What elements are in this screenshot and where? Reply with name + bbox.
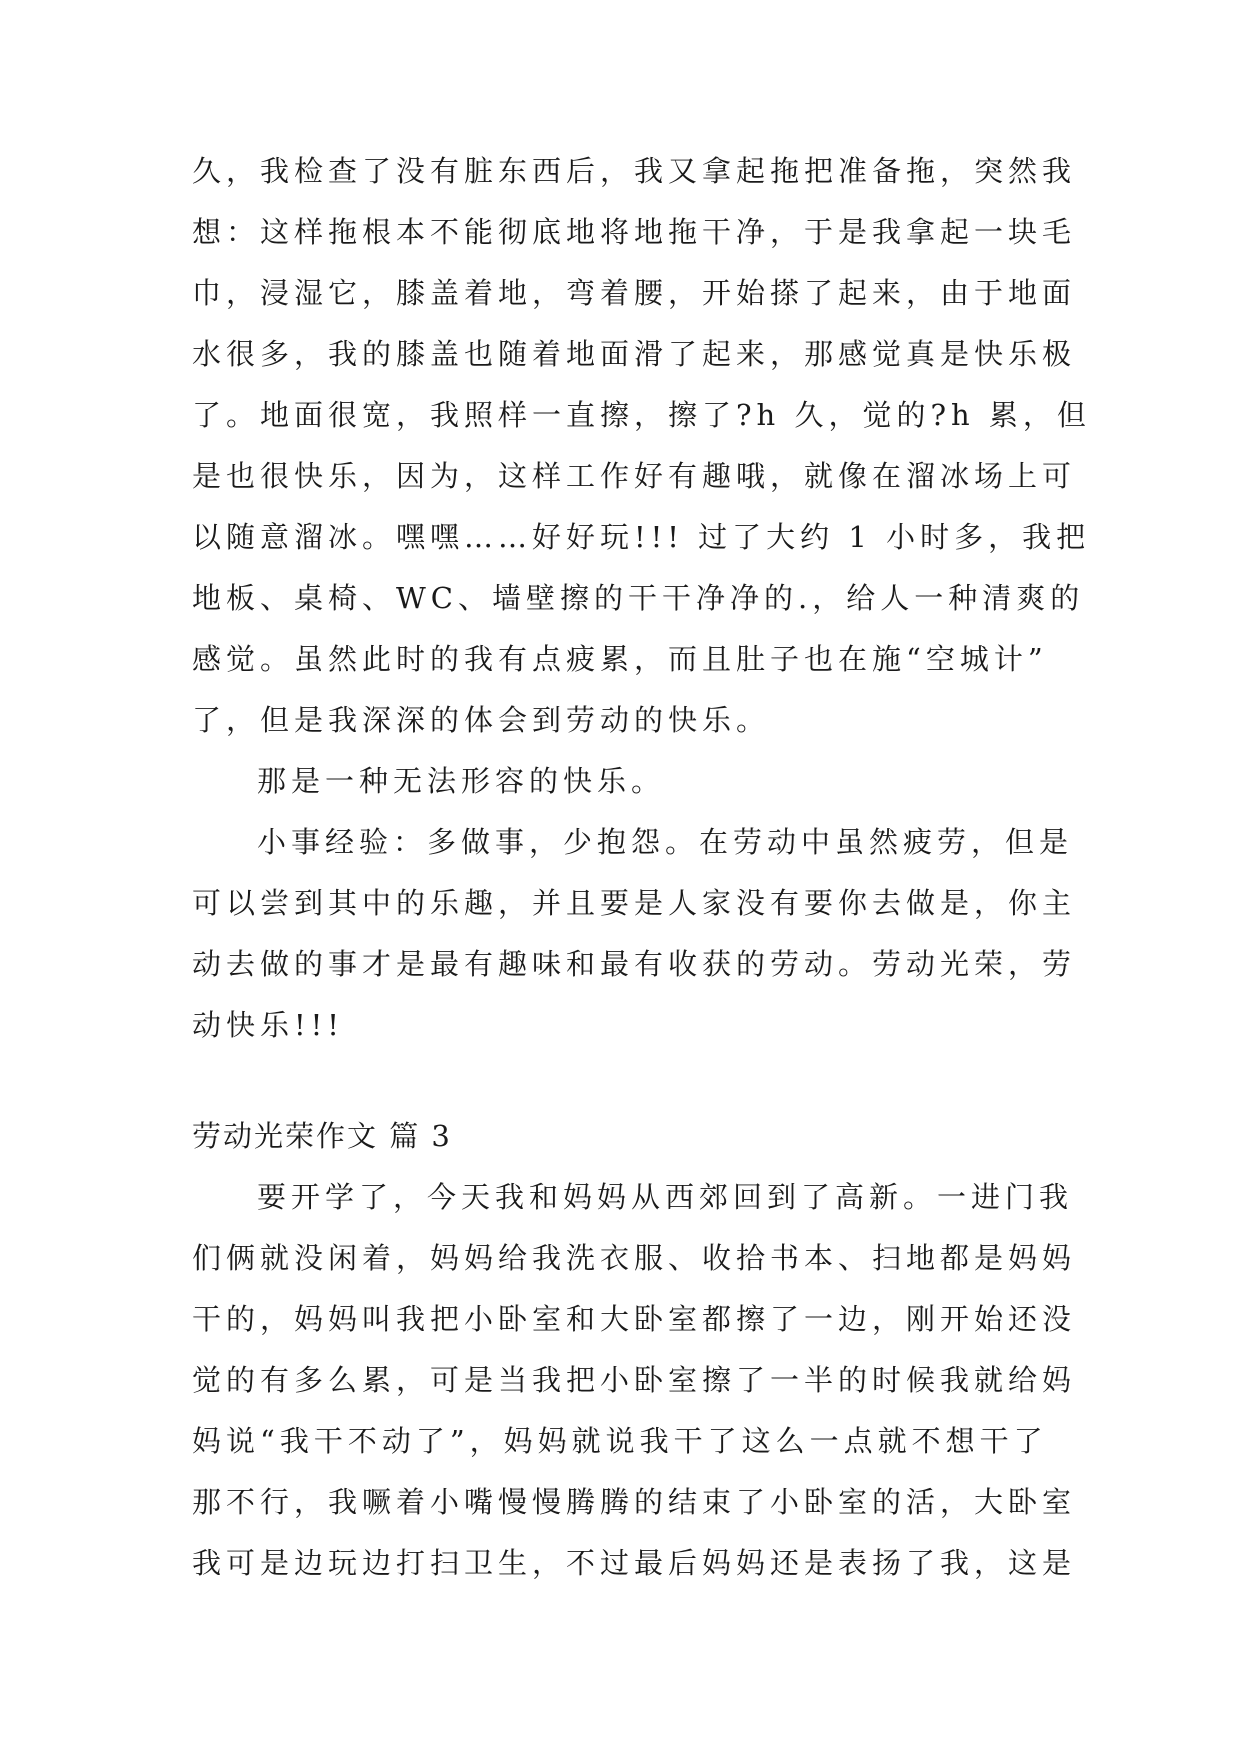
text-line: 水很多，我的膝盖也随着地面滑了起来，那感觉真是快乐极: [192, 337, 1077, 371]
text-line: 地板、桌椅、WC、墙壁擦的干干净净的.，给人一种清爽的: [192, 581, 1085, 615]
paragraph-line: 要开学了，今天我和妈妈从西郊回到了高新。一进门我: [257, 1180, 1074, 1214]
text-line: 可以尝到其中的乐趣，并且要是人家没有要你去做是，你主: [192, 886, 1077, 920]
paragraph-line: 小事经验：多做事，少抱怨。在劳动中虽然疲劳，但是: [257, 825, 1074, 859]
text-line: 那不行，我噘着小嘴慢慢腾腾的结束了小卧室的活，大卧室: [192, 1485, 1077, 1519]
text-line: 是也很快乐，因为，这样工作好有趣哦，就像在溜冰场上可: [192, 459, 1077, 493]
text-line: 动去做的事才是最有趣味和最有收获的劳动。劳动光荣，劳: [192, 947, 1077, 981]
text-line: 们俩就没闲着，妈妈给我洗衣服、收拾书本、扫地都是妈妈: [192, 1241, 1077, 1275]
text-line: 干的，妈妈叫我把小卧室和大卧室都擦了一边，刚开始还没: [192, 1302, 1077, 1336]
paragraph-line: 那是一种无法形容的快乐。: [257, 764, 666, 798]
text-line: 想：这样拖根本不能彻底地将地拖干净，于是我拿起一块毛: [192, 215, 1077, 249]
text-line: 久，我检查了没有脏东西后，我又拿起拖把准备拖，突然我: [192, 154, 1077, 188]
text-line: 觉的有多么累，可是当我把小卧室擦了一半的时候我就给妈: [192, 1363, 1077, 1397]
section-heading: 劳动光荣作文 篇 3: [192, 1119, 452, 1153]
text-line: 感觉。虽然此时的我有点疲累，而且肚子也在施“空城计”: [192, 642, 1048, 676]
text-line: 动快乐!!!: [192, 1008, 344, 1042]
text-line: 我可是边玩边打扫卫生，不过最后妈妈还是表扬了我，这是: [192, 1546, 1077, 1580]
text-line: 了，但是我深深的体会到劳动的快乐。: [192, 703, 771, 737]
text-line: 了。地面很宽，我照样一直擦，擦了?h 久，觉的?h 累，但: [192, 398, 1091, 432]
text-line: 巾，浸湿它，膝盖着地，弯着腰，开始搽了起来，由于地面: [192, 276, 1077, 310]
text-line: 以随意溜冰。嘿嘿……好好玩!!! 过了大约 1 小时多，我把: [192, 520, 1091, 554]
text-line: 妈说“我干不动了”，妈妈就说我干了这么一点就不想干了: [192, 1424, 1048, 1458]
